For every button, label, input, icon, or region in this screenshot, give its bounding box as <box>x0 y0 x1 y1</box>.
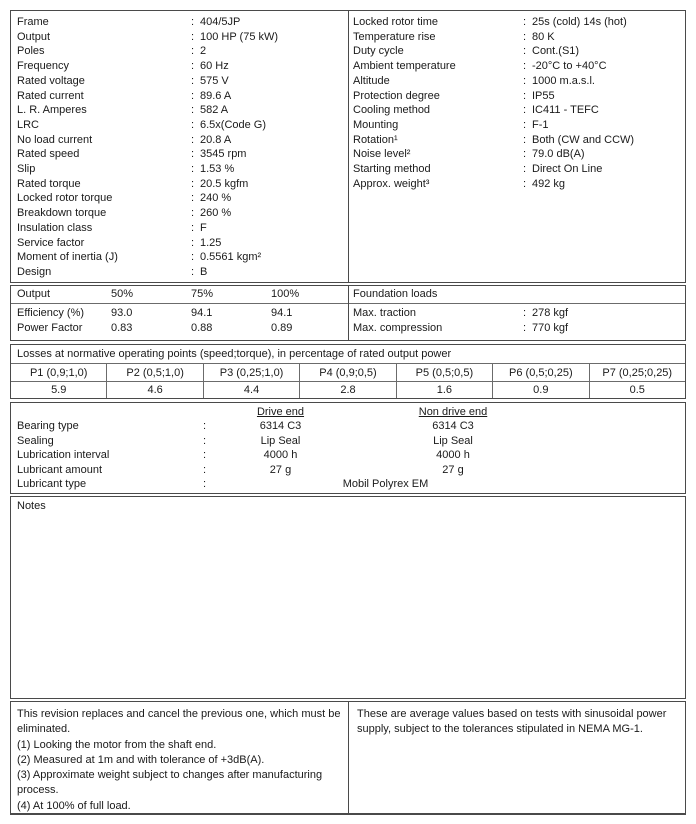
efficiency-100: 94.1 <box>271 307 293 319</box>
losses-title: Losses at normative operating points (speed;torque), in percentage of rated output power <box>11 345 685 364</box>
spec-value: IP55 <box>532 89 555 102</box>
efficiency-row <box>11 306 348 321</box>
footnote-4: (4) At 100% of full load. <box>17 799 131 812</box>
spec-value: -20°C to +40°C <box>532 60 607 73</box>
sealing-drive: Lip Seal <box>260 434 301 447</box>
spec-value: 6.5x(Code G) <box>200 118 267 131</box>
spec-value: 80 K <box>532 30 555 43</box>
spec-label: Breakdown torque <box>17 207 107 220</box>
spec-value: 2 <box>200 45 207 58</box>
losses-val-p6: 0.9 <box>493 382 589 398</box>
spec-label: LRC <box>17 118 40 131</box>
colon: : <box>191 16 195 28</box>
lubrication-interval-row <box>11 448 685 462</box>
spec-value: F <box>200 221 207 234</box>
colon: : <box>523 148 527 161</box>
spec-label: Approx. weight³ <box>353 177 430 190</box>
max-traction-row <box>349 306 685 321</box>
power-factor-row <box>11 321 348 336</box>
spec-label: Rated current <box>17 89 84 102</box>
spec-label: Output <box>17 30 51 43</box>
lubrication-interval-label: Lubrication interval <box>17 449 110 462</box>
losses-col-p6: P6 (0,5;0,25) <box>493 364 589 382</box>
spec-label: Insulation class <box>17 221 93 234</box>
losses-col-p2: P2 (0,5;1,0) <box>107 364 203 382</box>
losses-val-p3: 4.4 <box>204 382 300 398</box>
losses-val-p5: 1.6 <box>397 382 493 398</box>
sealing-label: Sealing <box>17 434 54 447</box>
spec-row-rotation <box>353 133 685 148</box>
colon: : <box>191 118 195 131</box>
colon: : <box>191 192 195 205</box>
losses-section <box>10 344 686 399</box>
ratings-section <box>10 10 686 283</box>
spec-row-noise-level <box>353 147 685 162</box>
bearing-type-row <box>11 419 685 433</box>
footnote-3: (3) Approximate weight subject to changes after manufacturing process. <box>17 769 323 797</box>
notes-title: Notes <box>17 500 46 512</box>
sealing-non-drive: Lip Seal <box>433 434 473 447</box>
spec-label: Ambient temperature <box>353 60 456 73</box>
losses-col-p4: P4 (0,9;0,5) <box>300 364 396 382</box>
colon: : <box>203 449 207 462</box>
spec-label: Mounting <box>353 118 399 131</box>
colon: : <box>523 322 527 334</box>
spec-label: L. R. Amperes <box>17 104 87 117</box>
footnotes-right <box>349 702 685 813</box>
spec-row-breakdown-torque <box>17 206 348 221</box>
max-traction-value: 278 kgf <box>532 307 569 319</box>
spec-value: Both (CW and CCW) <box>532 133 635 146</box>
spec-row-lrc <box>17 118 348 133</box>
foundation-loads-table <box>349 286 685 340</box>
spec-value: 20.8 A <box>200 133 232 146</box>
colon: : <box>191 221 195 234</box>
spec-label: No load current <box>17 133 93 146</box>
colon: : <box>191 265 195 278</box>
performance-header-50: 50% <box>111 288 134 300</box>
footnotes-left <box>11 702 349 813</box>
power-factor-label: Power Factor <box>17 322 83 334</box>
spec-value: IC411 - TEFC <box>532 104 599 117</box>
spec-value: Direct On Line <box>532 163 603 176</box>
spec-label: Locked rotor time <box>353 16 438 28</box>
max-compression-row <box>349 321 685 336</box>
spec-row-ambient-temperature <box>353 59 685 74</box>
spec-label: Duty cycle <box>353 45 404 58</box>
spec-value: B <box>200 265 208 278</box>
colon: : <box>203 478 207 491</box>
bearing-type-drive: 6314 C3 <box>259 420 302 433</box>
spec-row-insulation-class <box>17 221 348 236</box>
foundation-loads-title-text: Foundation loads <box>353 288 438 300</box>
power-factor-75: 0.88 <box>191 322 213 334</box>
spec-label: Protection degree <box>353 89 440 102</box>
bearings-header-spacer <box>17 405 203 419</box>
lubricant-amount-non-drive: 27 g <box>442 463 464 476</box>
spec-label: Poles <box>17 45 45 58</box>
footnotes-section <box>10 701 686 815</box>
max-traction-label: Max. traction <box>353 307 416 319</box>
losses-val-p4: 2.8 <box>300 382 396 398</box>
colon: : <box>191 89 195 102</box>
performance-header-75: 75% <box>191 288 214 300</box>
spec-row-moment-of-inertia <box>17 250 348 265</box>
colon: : <box>191 148 195 161</box>
spec-label: Service factor <box>17 236 85 249</box>
spec-row-locked-rotor-torque <box>17 191 348 206</box>
spec-row-locked-rotor-time <box>353 15 685 30</box>
spec-row-rated-torque <box>17 177 348 192</box>
spec-label: Cooling method <box>353 104 431 117</box>
efficiency-label: Efficiency (%) <box>17 307 85 319</box>
spec-row-starting-method <box>353 162 685 177</box>
losses-val-p1: 5.9 <box>11 382 107 398</box>
revision-note: This revision replaces and cancel the previous one, which must be eliminated. <box>17 708 341 736</box>
spec-label: Rated torque <box>17 177 81 190</box>
colon: : <box>523 118 527 131</box>
spec-label: Rated voltage <box>17 74 85 87</box>
sealing-row <box>11 434 685 448</box>
colon: : <box>523 133 527 146</box>
bearings-header-row <box>11 405 685 419</box>
footnote-2: (2) Measured at 1m and with tolerance of +3dB(A). <box>17 753 265 766</box>
spec-row-slip <box>17 162 348 177</box>
bearings-header-spacer <box>203 405 213 419</box>
spec-row-lr-amperes <box>17 103 348 118</box>
colon: : <box>191 207 195 220</box>
notes-section <box>10 496 686 699</box>
spec-value: Cont.(S1) <box>532 45 580 58</box>
spec-label: Rated speed <box>17 148 80 161</box>
spec-row-mounting <box>353 118 685 133</box>
spec-value: 1000 m.a.s.l. <box>532 74 595 87</box>
spec-row-approx-weight <box>353 177 685 192</box>
spec-value: 1.53 % <box>200 163 235 176</box>
spec-label: Rotation¹ <box>353 133 398 146</box>
spec-value: 3545 rpm <box>200 148 247 161</box>
colon: : <box>191 163 195 176</box>
spec-row-temperature-rise <box>353 30 685 45</box>
losses-col-p1: P1 (0,9;1,0) <box>11 364 107 382</box>
colon: : <box>191 177 195 190</box>
efficiency-75: 94.1 <box>191 307 213 319</box>
spec-row-rated-voltage <box>17 74 348 89</box>
spec-value: 575 V <box>200 74 229 87</box>
spec-value: 582 A <box>200 104 229 117</box>
colon: : <box>523 45 527 58</box>
spec-label: Moment of inertia (J) <box>17 251 118 264</box>
non-drive-end-header: Non drive end <box>418 406 488 418</box>
lubrication-interval-non-drive: 4000 h <box>436 449 470 462</box>
colon: : <box>523 30 527 43</box>
spec-label: Temperature rise <box>353 30 436 43</box>
lubricant-type-value: Mobil Polyrex EM <box>342 478 429 491</box>
spec-value: 89.6 A <box>200 89 232 102</box>
spec-value: 404/5JP <box>200 16 241 28</box>
colon: : <box>191 60 195 73</box>
colon: : <box>191 133 195 146</box>
spec-label: Locked rotor torque <box>17 192 113 205</box>
spec-row-rated-speed <box>17 147 348 162</box>
spec-row-duty-cycle <box>353 44 685 59</box>
foundation-loads-body <box>349 304 685 336</box>
colon: : <box>203 434 207 447</box>
tolerance-note: These are average values based on tests with sinusoidal power supply, subject to the tolerances stipulated in NEMA MG-1. <box>357 708 667 736</box>
spec-row-altitude <box>353 74 685 89</box>
bearing-type-label: Bearing type <box>17 420 79 433</box>
performance-header-100: 100% <box>271 288 300 300</box>
colon: : <box>523 16 527 28</box>
losses-values-row <box>11 382 685 398</box>
max-compression-value: 770 kgf <box>532 322 569 334</box>
colon: : <box>523 74 527 87</box>
spec-row-frame <box>17 15 348 30</box>
spec-value: 20.5 kgfm <box>200 177 249 190</box>
lubricant-amount-label: Lubricant amount <box>17 463 102 476</box>
spec-value: 25s (cold) 14s (hot) <box>532 16 627 28</box>
lubricant-type-label: Lubricant type <box>17 478 87 491</box>
drive-end-header: Drive end <box>256 406 305 418</box>
lubricant-amount-drive: 27 g <box>269 463 292 476</box>
colon: : <box>203 463 207 476</box>
spec-value: 100 HP (75 kW) <box>200 30 279 43</box>
losses-val-p2: 4.6 <box>107 382 203 398</box>
spec-value: F-1 <box>532 118 549 131</box>
power-factor-100: 0.89 <box>271 322 293 334</box>
performance-table <box>11 286 349 340</box>
spec-label: Design <box>17 265 52 278</box>
ratings-left-column <box>11 11 349 282</box>
performance-header-row <box>11 286 348 304</box>
spec-value: 0.5561 kgm² <box>200 251 262 264</box>
spec-value: 60 Hz <box>200 60 229 73</box>
spec-label: Frame <box>17 16 49 28</box>
spec-row-cooling-method <box>353 103 685 118</box>
colon: : <box>523 60 527 73</box>
colon: : <box>191 251 195 264</box>
spec-row-service-factor <box>17 236 348 251</box>
colon: : <box>191 74 195 87</box>
spec-label: Frequency <box>17 60 69 73</box>
colon: : <box>523 163 527 176</box>
ratings-right-column <box>349 11 685 282</box>
spec-value: 79.0 dB(A) <box>532 148 585 161</box>
colon: : <box>191 30 195 43</box>
losses-header-row <box>11 364 685 382</box>
spec-value: 492 kg <box>532 177 566 190</box>
foundation-loads-title <box>349 286 685 304</box>
colon: : <box>523 307 527 319</box>
colon: : <box>191 104 195 117</box>
footnote-1: (1) Looking the motor from the shaft end. <box>17 738 217 751</box>
lubricant-amount-row <box>11 463 685 477</box>
spec-label: Altitude <box>353 74 390 87</box>
spec-value: 1.25 <box>200 236 222 249</box>
max-compression-label: Max. compression <box>353 322 443 334</box>
spec-row-poles <box>17 44 348 59</box>
losses-col-p5: P5 (0,5;0,5) <box>397 364 493 382</box>
spec-value: 260 % <box>200 207 232 220</box>
spec-row-rated-current <box>17 89 348 104</box>
colon: : <box>191 45 195 58</box>
spec-value: 240 % <box>200 192 232 205</box>
spec-row-output <box>17 30 348 45</box>
power-factor-50: 0.83 <box>111 322 133 334</box>
spec-label: Noise level² <box>353 148 411 161</box>
efficiency-50: 93.0 <box>111 307 133 319</box>
spec-label: Slip <box>17 163 36 176</box>
colon: : <box>523 89 527 102</box>
losses-col-p7: P7 (0,25;0,25) <box>590 364 685 382</box>
spec-row-no-load-current <box>17 133 348 148</box>
colon: : <box>523 104 527 117</box>
lubrication-interval-drive: 4000 h <box>263 449 298 462</box>
losses-val-p7: 0.5 <box>629 384 645 396</box>
bearings-section <box>10 402 686 494</box>
lubricant-type-row <box>11 477 685 491</box>
spec-row-design <box>17 265 348 280</box>
spec-row-protection-degree <box>353 89 685 104</box>
bearing-type-non-drive: 6314 C3 <box>432 420 474 433</box>
performance-body <box>11 304 348 336</box>
spec-label: Starting method <box>353 163 431 176</box>
colon: : <box>523 177 527 190</box>
performance-header-output: Output <box>17 288 51 300</box>
colon: : <box>191 236 195 249</box>
performance-section <box>10 285 686 341</box>
losses-col-p3: P3 (0,25;1,0) <box>204 364 300 382</box>
colon: : <box>203 420 207 433</box>
spec-row-frequency <box>17 59 348 74</box>
